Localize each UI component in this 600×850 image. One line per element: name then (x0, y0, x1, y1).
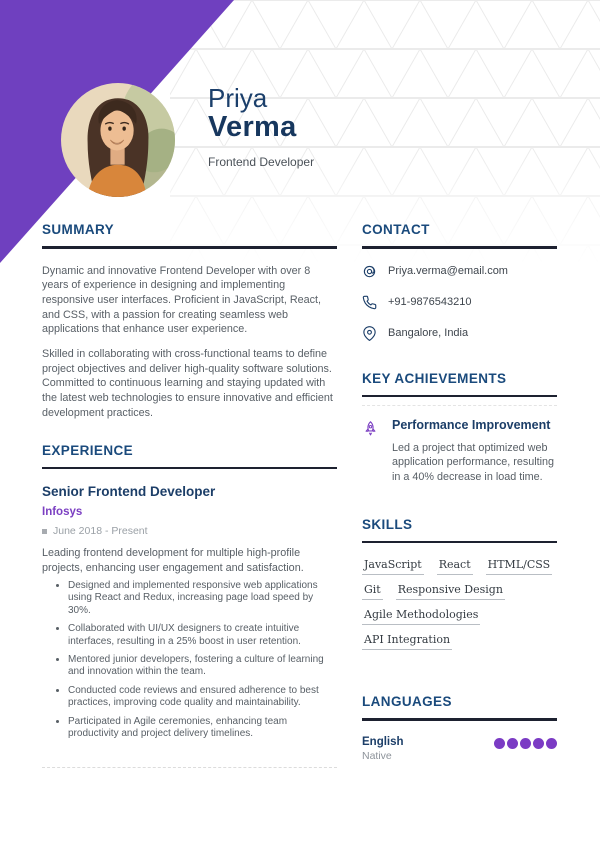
contact-section (362, 222, 557, 341)
contact-row-email (362, 264, 557, 279)
skill-tag: React (437, 558, 473, 575)
contact-row-phone (362, 295, 557, 310)
skills-list (362, 558, 557, 650)
skill-tag: Agile Methodologies (362, 608, 480, 625)
achievement-title: Performance Improvement (392, 418, 551, 432)
achievement-description: Led a project that optimized web application performance, resulting in a 40% decrease in load time. (392, 441, 555, 484)
language-labels (362, 736, 404, 762)
achievement-item (362, 418, 557, 485)
section-rule (362, 541, 557, 544)
language-name: English (362, 735, 404, 748)
skill-tag: Responsive Design (396, 583, 505, 600)
summary-paragraph: Dynamic and innovative Frontend Developer with over 8 years of experience in designing and implementing responsive user interfaces. Proficient in JavaScript, React, and CSS, with a passion for creating seamless web applications that enhance user experience. (42, 264, 322, 336)
experience-section (42, 443, 337, 768)
experience-job-title: Senior Frontend Developer (42, 484, 216, 500)
contact-heading: CONTACT (362, 222, 430, 237)
experience-heading: EXPERIENCE (42, 442, 134, 458)
section-rule (362, 395, 557, 398)
calendar-icon (42, 529, 47, 534)
section-rule (362, 718, 557, 721)
resume-body (42, 222, 557, 768)
name-block (208, 84, 314, 169)
skills-section (362, 517, 557, 651)
phone-icon (362, 295, 377, 310)
section-rule (362, 246, 557, 249)
contact-row-location (362, 326, 557, 341)
skill-tag: Git (362, 583, 383, 600)
skill-tag: JavaScript (362, 558, 424, 575)
proficiency-dot (520, 738, 532, 750)
experience-bullet: • Conducted code reviews and ensured adherence to best practices, improving code quality and maintainability. (68, 685, 337, 710)
summary-heading: SUMMARY (42, 222, 115, 237)
avatar (61, 83, 175, 197)
languages-heading: LANGUAGES (362, 694, 452, 710)
first-name: Priya (208, 83, 268, 113)
experience-description: Leading frontend development for multiple high-profile projects, enhancing user engagement and satisfaction. (42, 547, 304, 574)
experience-dates-row (42, 525, 337, 537)
skills-heading: SKILLS (362, 516, 413, 532)
achievement-text (392, 418, 557, 485)
skill-tag: HTML/CSS (486, 558, 553, 575)
experience-bullet: • Participated in Agile ceremonies, enhancing team productivity and project delivery timelines. (68, 716, 337, 741)
contact-email: Priya.verma@email.com (388, 265, 508, 277)
proficiency-dot (494, 738, 506, 750)
dashed-separator (362, 405, 557, 406)
proficiency-dot (533, 738, 545, 750)
languages-section (362, 694, 557, 762)
experience-dates: June 2018 - Present (53, 525, 148, 538)
section-rule (42, 467, 337, 470)
left-column (42, 222, 337, 768)
experience-bullet: • Designed and implemented responsive web applications using React and Redux, increasing page load speed by 30%. (68, 580, 337, 617)
experience-bullet-list (42, 580, 337, 740)
last-name: Verma (208, 111, 297, 143)
location-icon (362, 326, 377, 341)
experience-bullet: • Collaborated with UI/UX designers to create intuitive interfaces, resulting in a 25% boost in user retention. (68, 623, 337, 648)
summary-section (42, 222, 337, 421)
language-row (362, 736, 557, 762)
experience-entry (42, 484, 337, 767)
email-icon (362, 264, 377, 279)
entry-divider (42, 767, 337, 768)
proficiency-dot (546, 738, 558, 750)
experience-company: Infosys (42, 506, 83, 519)
skill-tag: API Integration (362, 633, 452, 650)
summary-paragraph: Skilled in collaborating with cross-functional teams to define project objectives and deliver high-quality software solutions. Committed to continuous learning and staying updated with the latest web technologies to ensure innovative and efficient development practices. (42, 348, 333, 419)
experience-bullet: • Mentored junior developers, fostering a culture of learning and innovation within the team. (68, 654, 337, 679)
proficiency-dots (494, 738, 558, 750)
job-title: Frontend Developer (208, 155, 315, 169)
right-column (362, 222, 557, 768)
proficiency-dot (507, 738, 519, 750)
language-level: Native (362, 749, 392, 762)
rocket-icon (362, 420, 379, 437)
profile-photo-illustration (61, 83, 175, 197)
contact-location: Bangalore, India (388, 327, 469, 339)
section-rule (42, 246, 337, 249)
achievements-section (362, 371, 557, 485)
contact-phone: +91-9876543210 (388, 296, 472, 308)
achievements-heading: KEY ACHIEVEMENTS (362, 370, 507, 386)
